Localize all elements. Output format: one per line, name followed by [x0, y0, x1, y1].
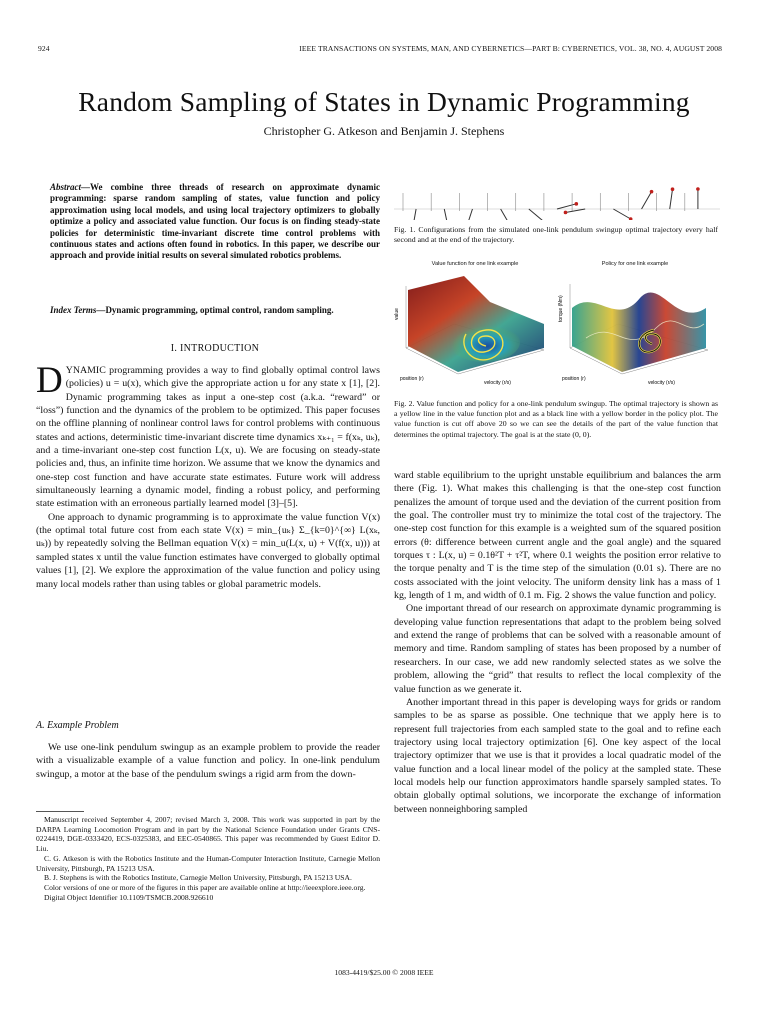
paper-title: Random Sampling of States in Dynamic Programming: [78, 86, 690, 117]
page-number: 924: [38, 44, 50, 53]
footnote-rule: [36, 811, 84, 812]
index-terms-text: Dynamic programming, optimal control, random sampling.: [105, 305, 334, 315]
fig1-pendulum-link: [529, 209, 544, 220]
fig2-caption: Fig. 2. Value function and policy for a one-link pendulum swingup. The optimal trajectory is shown as a yellow line in the value function plot and as a black line with a yellow border in the policy plot. The value function is cut off above 20 so we can see the details of the part of the value function that determines the optimal trajectory. The goal is at the state (0, 0).: [394, 399, 718, 439]
intro-paragraph-2: One approach to dynamic programming is to approximate the value function V(x) (the optimal total future cost from each state V(x) = min_{uₖ} Σ_{k=0}^{∞} L(xₖ, uₖ)) by repeatedly solving the Bellman equation V(x) = min_u(L(x, u) + V(f(x, u))) at sampled states x until the value function estimates have converged to globally optimal values [1], [2]. We explore the approximation of the value function and policy using many local models rather than using tables or global parametric models.: [36, 511, 380, 590]
fig1-pendulum-link: [444, 209, 448, 220]
running-header: IEEE TRANSACTIONS ON SYSTEMS, MAN, AND CYBERNETICS—PART B: CYBERNETICS, VOL. 38, NO. 4, AUGUST 2008: [299, 44, 722, 53]
right-paragraph-3: Another important thread in this paper is developing ways for grids or random samples to be as sparse as possible. One technique that we apply here is to represent full trajectories from each sampled state to the goal and to refine each trajectory using local trajectory optimization [6]. One key aspect of the local trajectory optimizer that we use is that it provides a local quadratic model of the value function and a local linear model of the policy at the sampled state. These local models help our function approximators handle sparsely sampled states. To obtain globally optimal solutions, we incorporate the exchange of information between nonneighboring sampled: [394, 696, 721, 815]
fig1-pendulum-link: [466, 209, 472, 220]
fig2-left-title: Value function for one link example: [431, 261, 519, 267]
fig1-pendulum-link: [557, 204, 576, 209]
subsection-heading-example: A. Example Problem: [36, 720, 119, 731]
value-ylabel: velocity (r/s): [484, 380, 511, 386]
example-text: [36, 741, 380, 781]
policy-zlabel: torque (Nm): [558, 295, 564, 322]
value-zlabel: value: [394, 308, 400, 320]
copyright-footer: 1083-4419/$25.00 © 2008 IEEE: [334, 968, 434, 977]
value-basin: [448, 322, 520, 362]
fig1-pendulum-link: [565, 209, 585, 212]
right-paragraph-2: One important thread of our research on approximate dynamic programming is developing value function representations that adapt to the problem being solved and extend the range of problems that can be solved with a reasonable amount of memory and time. Random sampling of states has been proposed by a number of researchers. In our case, we add new randomly selected states as we solve the problem, allowing the “grid” that results to reflect the local complexity of the value function as we generate it.: [394, 603, 721, 695]
fig1-pendulum-tip: [650, 190, 654, 194]
policy-surface: [572, 292, 706, 372]
abstract-label: Abstract—: [50, 182, 91, 192]
index-terms-label: Index Terms—: [50, 305, 106, 315]
footnotes: [36, 815, 380, 902]
fig1-pendulum-tip: [564, 211, 568, 215]
fig2-policy-plot: [556, 268, 718, 388]
right-column-text: [394, 469, 721, 816]
footnote-manuscript: Manuscript received September 4, 2007; revised March 3, 2008. This work was supported in part by the DARPA Learning Locomotion Program and in part by the National Science Foundation under Grants CNS-0224419, DGE-0333420, ECS-0325383, and EEC-0540865. This paper was recommended by Guest Editor D. Liu.: [36, 815, 380, 854]
example-paragraph-1: We use one-link pendulum swingup as an example problem to provide the reader with a visualizable example of a value function and policy. In one-link pendulum swingup, a motor at the base of the pendulum swings a rigid arm from the down-: [36, 742, 380, 780]
section-heading-introduction: I. INTRODUCTION: [170, 343, 260, 354]
fig1-pendulum-tip: [575, 202, 579, 206]
fig1-pendulum-link: [613, 209, 630, 219]
right-paragraph-1: ward stable equilibrium to the upright unstable equilibrium and balances the arm there (Fig. 1). What makes this challenging is that the one-step cost function penalizes the amount of torque used and the deviation of the current position from the goal. The controller must try to minimize the total cost of the trajectory. The one-step cost function for this example is a weighted sum of the squared position errors (θ: difference between current angle and the goal angle) and the squared torques τ : L(x, u) = 0.1θ²T + τ²T, where 0.1 weights the position error relative to the torque penalty and T is the time step of the simulation (0.01 s). There are no costs associated with the joint velocity. The uniform density link has a mass of 1 kg, length of 1 m, and width of 0.1 m. Fig. 2 shows the value function and policy.: [394, 470, 721, 602]
footnote-doi: Digital Object Identifier 10.1109/TSMCB.2008.926610: [44, 892, 214, 902]
fig1-pendulum-link: [642, 192, 652, 209]
abstract-text: We combine three threads of research on approximate dynamic programming: sparse random sampling of states, value function and policy approximation using local models, and using local trajectory optimizers to globally optimize a policy and associated value function. Our focus is on finding steady-state policies for deterministic time-invariant discrete time control problems with continuous states and actions often found in robotics. In this paper, we describe our approach and provide initial results on several simulated robotics problems.: [50, 182, 380, 261]
fig2-right-title: Policy for one link example: [601, 261, 669, 267]
policy-xlabel: position (r): [562, 376, 586, 382]
intro-text: [36, 360, 380, 591]
fig1-pendulum-link: [413, 209, 416, 220]
abstract: [50, 182, 380, 262]
footnote-color: Color versions of one or more of the figures in this paper are available online at http://ieeexplore.ieee.org.: [44, 882, 366, 892]
policy-ylabel: velocity (r/s): [648, 380, 675, 386]
intro-paragraph-1: DYNAMIC programming provides a way to find globally optimal control laws (policies) u = u(x), which give the appropriate action u for any state x [1], [2]. Dynamic programming takes as input a one-step cost (a.k.a. “reward” or “loss”) function and the dynamics of the problem to be optimized. This paper focuses on the offline planning of nonlinear control laws for control problems with continuous states and actions, deterministic time-invariant discrete time dynamics xₖ₊₁ = f(xₖ, uₖ), and a time-invariant one-step cost function L(x, u). We are focusing on steady-state policies and, thus, an infinite time horizon. We assume that we know the dynamics and one-step cost function and have accurate state estimates. Future work will address simultaneously learning a dynamic model, finding a robust policy, and performing state estimation with an erroneous partially learned model [3]–[5].: [36, 360, 380, 510]
fig1-pendulum-tip: [629, 217, 633, 220]
footnote-atkeson: C. G. Atkeson is with the Robotics Institute and the Human-Computer Interaction Institute, Carnegie Mellon University, Pittsburgh, PA 15213 USA.: [36, 853, 380, 873]
fig1-pendulum-link: [670, 189, 673, 209]
authors: Christopher G. Atkeson and Benjamin J. Stephens: [263, 124, 505, 138]
footnote-stephens: B. J. Stephens is with the Robotics Institute, Carnegie Mellon University, Pittsburgh, PA 15213 USA.: [44, 873, 352, 883]
fig2-value-function-plot: [394, 268, 554, 388]
fig1-caption: Fig. 1. Configurations from the simulated one-link pendulum swingup optimal trajectory every half second and at the end of the trajectory.: [394, 225, 718, 245]
drop-cap: D: [36, 360, 63, 401]
fig1-pendulum-link: [501, 209, 511, 220]
fig1-pendulum-configurations: [394, 180, 720, 220]
fig1-pendulum-tip: [671, 187, 675, 191]
index-terms: [50, 305, 380, 316]
fig1-pendulum-tip: [696, 187, 700, 191]
value-xlabel: position (r): [400, 376, 424, 382]
